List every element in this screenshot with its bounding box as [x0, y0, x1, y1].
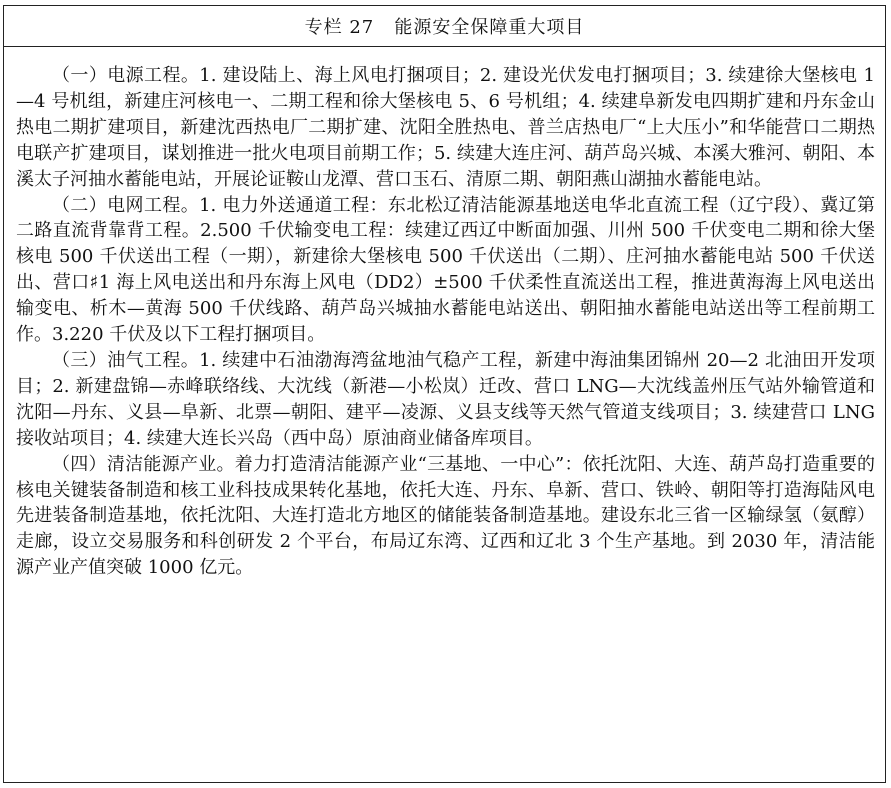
box-title: 专栏 27 能源安全保障重大项目: [4, 6, 885, 47]
project-box: [3, 5, 886, 783]
box-body: [4, 47, 885, 581]
paragraph-grid-projects: （二）电网工程。1. 电力外送通道工程：东北松辽清洁能源基地送电华北直流工程（辽宁段）、冀辽第二路直流背靠背工程。2.500 千伏输变电工程：续建辽西辽中断面加强、川州 500 千伏变电二期和徐大堡核电 500 千伏送出工程（一期），新建徐大堡核电 500 千伏送出（二期）、庄河抽水蓄能电站 500 千伏送出、营口♯1 海上风电送出和丹东海上风电（DD2）±500 千伏柔性直流送出工程，推进黄海海上风电送出输变电、析木—黄海 500 千伏线路、葫芦岛兴城抽水蓄能电站送出、朝阳抽水蓄能电站送出等工程前期工作。3.220 千伏及以下工程打捆项目。: [16, 194, 875, 346]
paragraph-oil-gas-projects: （三）油气工程。1. 续建中石油渤海湾盆地油气稳产工程，新建中海油集团锦州 20—2 北油田开发项目；2. 新建盘锦—赤峰联络线、大沈线（新港—小松岚）迁改、营口 LNG—大沈线盖州压气站外输管道和沈阳—丹东、义县—阜新、北票—朝阳、建平—凌源、义县支线等天然气管道支线项目；3. 续建营口 LNG 接收站项目；4. 续建大连长兴岛（西中岛）原油商业储备库项目。: [16, 349, 875, 449]
paragraph-power-projects: （一）电源工程。1. 建设陆上、海上风电打捆项目；2. 建设光伏发电打捆项目；3. 续建徐大堡核电 1—4 号机组，新建庄河核电一、二期工程和徐大堡核电 5、6 号机组；4. 续建阜新发电四期扩建和丹东金山热电二期扩建项目，新建沈西热电厂二期扩建、沈阳全胜热电、普兰店热电厂“上大压小”和华能营口二期热电联产扩建项目，谋划推进一批火电项目前期工作；5. 续建大连庄河、葫芦岛兴城、本溪大雅河、朝阳、本溪太子河抽水蓄能电站，开展论证鞍山龙潭、营口玉石、清原二期、朝阳燕山湖抽水蓄能电站。: [16, 65, 875, 190]
paragraph-clean-energy-industry: （四）清洁能源产业。着力打造清洁能源产业“三基地、一中心”：依托沈阳、大连、葫芦岛打造重要的核电关键装备制造和核工业科技成果转化基地，依托大连、丹东、阜新、营口、铁岭、朝阳等打造海陆风电先进装备制造基地，依托沈阳、大连打造北方地区的储能装备制造基地。建设东北三省一区输绿氢（氨醇）走廊，设立交易服务和科创研发 2 个平台，布局辽东湾、辽西和辽北 3 个生产基地。到 2030 年，清洁能源产业产值突破 1000 亿元。: [16, 453, 875, 579]
